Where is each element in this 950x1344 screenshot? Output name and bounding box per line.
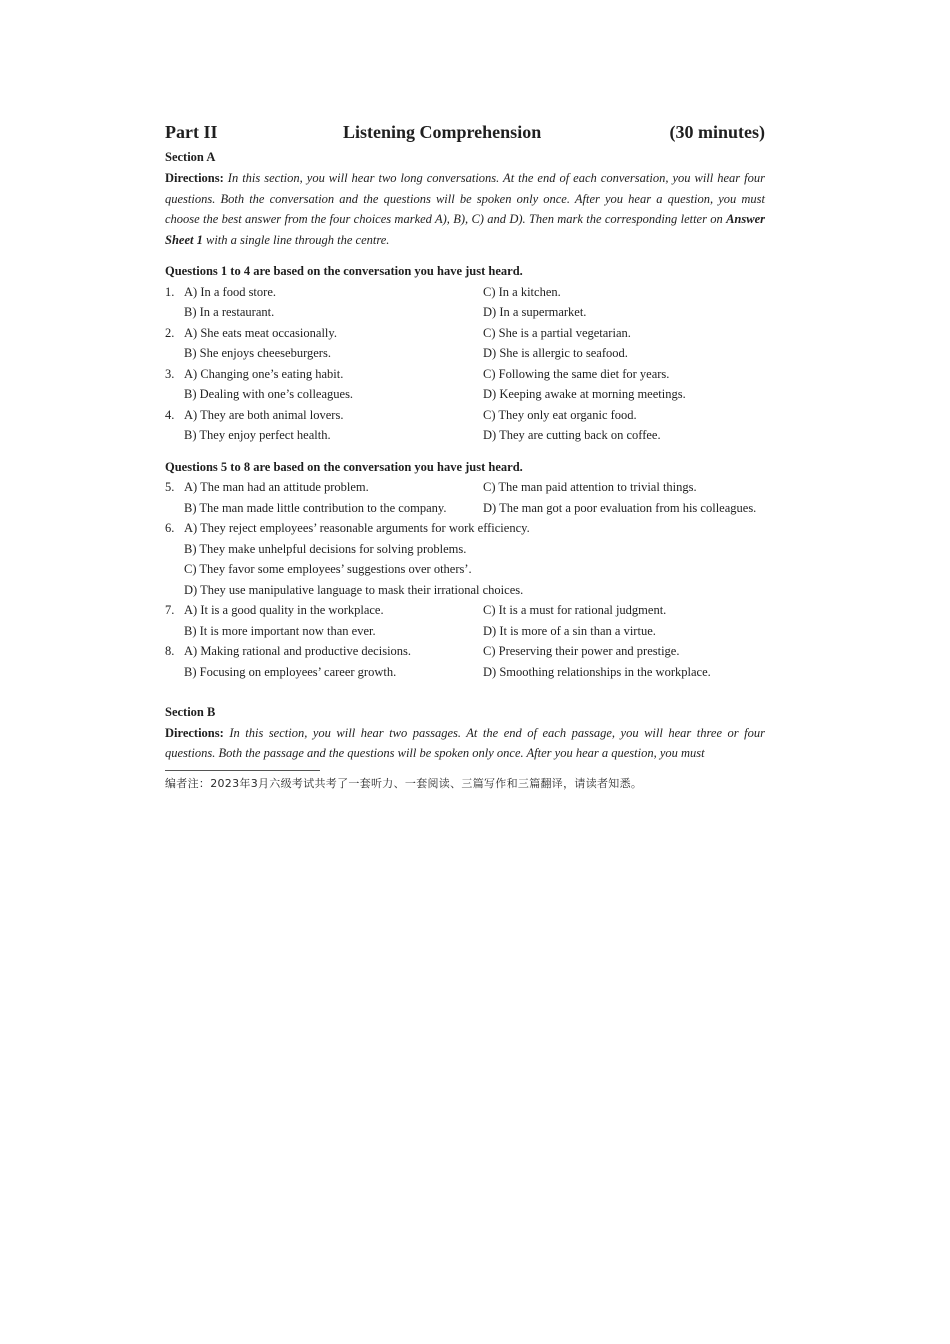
directions-label: Directions:: [165, 725, 224, 740]
question-row: [165, 518, 765, 539]
answer-option: A) In a food store.: [184, 284, 276, 299]
question-number: 4.: [165, 407, 175, 422]
answer-option: C) Preserving their power and prestige.: [483, 644, 680, 658]
question-row: [165, 641, 765, 662]
answer-option: D) The man got a poor evaluation from his colleagues.: [483, 500, 757, 515]
directions-text-1: In this section, you will hear two long conversations. At the end of each conversation, you will hear four questions. Both the conversation and the questions will be spoken only once. After you hear a question, you must choose the best answer from the four choices marked A), B), C) and D). Then mark the corresponding letter on: [165, 171, 765, 226]
answer-option: D) Smoothing relationships in the workplace.: [483, 664, 711, 679]
answer-option: B) They enjoy perfect health.: [184, 428, 331, 442]
section-a-directions: [165, 168, 765, 250]
directions-text-2: with a single line through the centre.: [202, 232, 390, 247]
section-b-label: Section B: [165, 705, 216, 719]
question-number: 2.: [165, 325, 175, 340]
section-b-directions: [165, 723, 765, 764]
section-a-label: Section A: [165, 150, 216, 164]
question-number: 5.: [165, 480, 175, 494]
question-row: [165, 364, 765, 385]
question-row: [165, 621, 765, 642]
answer-option: B) Focusing on employees’ career growth.: [184, 664, 397, 679]
answer-option: A) The man had an attitude problem.: [184, 480, 369, 494]
question-group-1-heading: Questions 1 to 4 are based on the conversation you have just heard.: [165, 264, 523, 278]
answer-option: B) It is more important now than ever.: [184, 623, 376, 638]
question-number: 8.: [165, 644, 175, 658]
answer-option: D) Keeping awake at morning meetings.: [483, 387, 686, 401]
question-row: [165, 600, 765, 621]
answer-option: C) Following the same diet for years.: [483, 366, 670, 381]
question-group-1: [165, 282, 765, 446]
answer-option: A) Making rational and productive decisions.: [184, 644, 412, 658]
question-number: 3.: [165, 366, 175, 381]
footnote-divider: [165, 770, 320, 771]
answer-option: D) They use manipulative language to mask their irrational choices.: [184, 582, 524, 597]
question-group-2: [165, 477, 765, 682]
question-row: [165, 662, 765, 683]
question-row: [165, 384, 765, 405]
answer-sheet-ref: Answer Sheet 1: [165, 212, 765, 247]
time-limit: (30 minutes): [669, 122, 765, 142]
question-row: [165, 477, 765, 498]
question-row: [165, 282, 765, 303]
question-number: 7.: [165, 603, 175, 617]
answer-option: A) It is a good quality in the workplace.: [184, 603, 384, 617]
answer-option: A) They are both animal lovers.: [184, 407, 344, 422]
answer-option: C) They only eat organic food.: [483, 407, 637, 422]
editor-footnote: 编者注：2023年3月六级考试共考了一套听力、一套阅读、三篇写作和三篇翻译，请读者知悉。: [165, 776, 643, 790]
answer-option: C) She is a partial vegetarian.: [483, 325, 631, 340]
answer-option: D) They are cutting back on coffee.: [483, 428, 661, 442]
answer-option: B) In a restaurant.: [184, 305, 275, 319]
answer-option: B) The man made little contribution to the company.: [184, 500, 447, 515]
answer-option: D) In a supermarket.: [483, 305, 587, 319]
answer-option: B) Dealing with one’s colleagues.: [184, 387, 354, 401]
question-row: [165, 405, 765, 426]
directions-text: In this section, you will hear two passages. At the end of each passage, you will hear three or four questions. Both the passage and the questions will be spoken only once. After you hear a question, you must: [165, 725, 765, 760]
answer-option: C) The man paid attention to trivial things.: [483, 480, 697, 494]
answer-option: A) Changing one’s eating habit.: [184, 366, 344, 381]
question-row: [165, 498, 765, 519]
question-number: 1.: [165, 284, 175, 299]
question-row: [165, 425, 765, 446]
answer-option: C) In a kitchen.: [483, 284, 561, 299]
part-title: Listening Comprehension: [343, 122, 542, 142]
question-row: [165, 323, 765, 344]
question-number: 6.: [165, 521, 175, 535]
question-row: [165, 302, 765, 323]
question-row: [165, 580, 765, 601]
answer-option: B) They make unhelpful decisions for solving problems.: [184, 541, 467, 556]
question-row: [165, 343, 765, 364]
answer-option: B) She enjoys cheeseburgers.: [184, 346, 331, 360]
answer-option: D) She is allergic to seafood.: [483, 346, 628, 360]
directions-label: Directions:: [165, 171, 224, 185]
answer-option: C) It is a must for rational judgment.: [483, 603, 667, 617]
answer-option: C) They favor some employees’ suggestions over others’.: [184, 562, 472, 576]
exam-page: [165, 122, 765, 791]
answer-option: A) They reject employees’ reasonable arguments for work efficiency.: [184, 521, 530, 535]
question-group-2-heading: Questions 5 to 8 are based on the conversation you have just heard.: [165, 459, 523, 474]
answer-option: D) It is more of a sin than a virtue.: [483, 623, 656, 638]
question-row: [165, 559, 765, 580]
answer-option: A) She eats meat occasionally.: [184, 325, 337, 340]
part-number: Part II: [165, 122, 218, 142]
question-row: [165, 539, 765, 560]
part-header: [165, 122, 765, 148]
